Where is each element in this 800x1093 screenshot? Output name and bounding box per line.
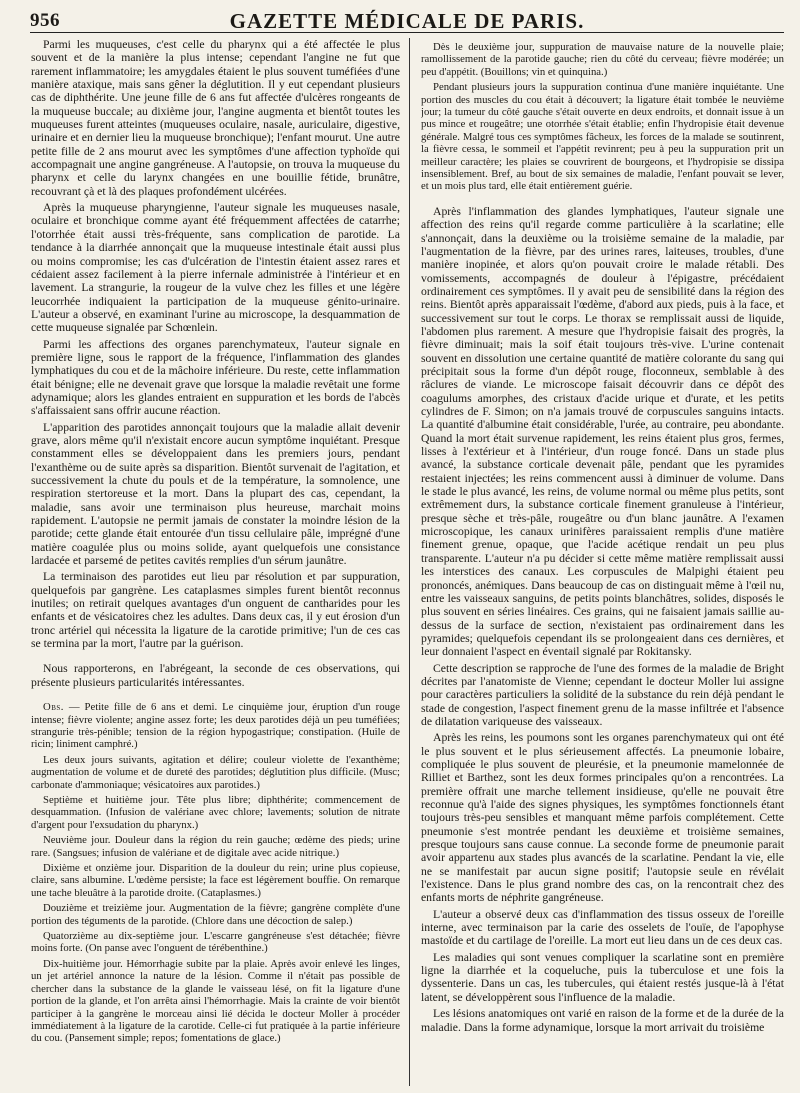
journal-title: GAZETTE MÉDICALE DE PARIS.	[229, 9, 585, 33]
observation-label: Obs.	[43, 701, 64, 714]
page-number: 956	[30, 10, 60, 31]
observation-paragraph: Neuvième jour. Douleur dans la région du rein gauche; œdème des pieds; urine rare. (Sangsues; infusion de valériane et de digitale avec acide nitrique.)	[31, 834, 400, 859]
observation-paragraph: Dix-huitième jour. Hémorrhagie subite par la plaie. Après avoir enlevé les linges, un jet artériel annonce la nature de la lésion. Comme il n'était pas possible de chercher dans la substance de la glande le vaisseau lésé, on fit la ligature d'une portion de la glande, et l'on arrêta ainsi l'hémorrhagie. Mais la crainte de voir bientôt participer à la gangrène le morceau ainsi lié décida le docteur Moller à procéder immédiatement à la ligature de la carotide. Celle-ci fut pratiquée à la partie inférieure du cou. (Pansement simple; repos; fomentations de glace.)	[31, 957, 400, 1045]
observation-paragraph	[31, 701, 400, 751]
paragraph: L'apparition des parotides annonçait toujours que la maladie allait devenir grave, alors même qu'il n'existait encore aucun symptôme inquiétant. Presque constamment elles se développaient dans les premiers jours, pendant l'exanthème ou de suite après sa disparition. Bientôt survenait de l'agitation, et successivement la chute du pouls et de la température, la somnolence, une respiration stertoreuse et la mort. Dans la plupart des cas, cependant, la maladie, sans avoir une terminaison plus heureuse, marchait moins rapidement. L'autopsie ne permit jamais de constater la moindre lésion de la parotide; cette glande était entourée d'un tissu cellulaire pâle, imprégné d'une matière coagulée plus ou moins solide, ayant quelquefois une consistance lardacée et parsemé de petites cavités remplies d'un sérum jaunâtre.	[31, 420, 400, 568]
paragraph: Parmi les affections des organes parenchymateux, l'auteur signale en première ligne, sous le rapport de la fréquence, l'inflammation des glandes lymphatiques du cou et de la mâchoire inférieure. Du reste, cette inflammation était bénigne; elle ne devenait grave que lorsque la maladie revêtait une forme adynamique; alors les glandes entraient en suppuration et les bords de l'abcès s'affaissaient sans offrir aucune réaction.	[31, 337, 400, 418]
paragraph: La terminaison des parotides eut lieu par résolution et par suppuration, quelquefois par gangrène. Les cataplasmes simples furent bientôt reconnus inutiles; on retirait quelques avantages d'un onguent de cantharides pour les enfants et de vésicatoires chez les adultes. Dans deux cas, il y eut érosion d'un tronc artériel qui nécessita la ligature de la carotide primitive; l'un de ces cas se termina par la mort, l'autre par la guérison.	[31, 570, 400, 651]
paragraph: Après l'inflammation des glandes lymphatiques, l'auteur signale une affection des reins qu'il regarde comme particulière à la scarlatine; elle s'annonçait, dans la deuxième ou la troisième semaine de la maladie, par l'augmentation de la fièvre, par des urines rares, laiteuses, troubles, d'une manière inopinée, et alors qu'on pouvait croire le malade rétabli. Des vomissements, accompagnés de douleur à l'épigastre, précédaient ordinairement ces symptômes. Il y avait peu de sensibilité dans la région des reins. Bientôt après apparaissait l'œdème, d'abord aux pieds, puis à la face, et successivement sur tout le corps. Le thorax se remplissait aussi de liquide, l'abdomen plus rarement. A mesure que l'hydropisie faisait des progrès, la fièvre diminuait; mais la soif était toujours très-vive. L'urine contenait souvent en dissolution une certaine quantité de matière colorante du sang qui précipitait sous la forme d'un dépôt rouge, floconneux, semblable à des râclures de viande. Le microscope faisait découvrir dans ce dépôt des coagulums amorphes, des cristaux d'acide urique et d'urate, et les petits cylindres de F. Simon; on n'a jamais trouvé de corpuscules sanguins intacts. La quantité d'albumine était considérable, l'urée, au contraire, peu abondante. Quand la mort était survenue rapidement, les reins étaient plus gros, fermes, lisses à l'extérieur et à l'intérieur, d'un rouge foncé. Dans un stade plus avancé, la substance corticale devenait pâle, pendant que les pyramides restaient injectées; les reins commencent aussi à diminuer de volume. Dans le stade le plus avancé, les reins, de volume normal ou même plus petits, sont extrêmement durs, la substance corticale finement granuleuse à l'intérieur, presque sèche et très-pâle, rougeâtre ou d'un blanc jaunâtre. A l'examen microscopique, les canaux urinifères paraissaient remplis d'une matière finement grenue, opaque, que l'acide acétique rendait un peu plus transparente. L'auteur n'a pu décider si cette même matière remplissait aussi les interstices des canaux. Les corpuscules de Malpighi étaient peu prononcés, anémiques. Dans beaucoup de cas on distinguait même à l'œil nu, entre les vaisseaux sanguins, de petits points blanchâtres, solides, disposés le plus souvent en séries linéaires. Ces grains, qui ne faisaient jamais saillie au-dessus de la surface de section, n'existaient pas ordinairement dans les pyramides; quelquefois cependant ils se prolongeaient dans ces dernières, et leur donnaient l'aspect en éventail signalé par Rokitansky.	[421, 204, 784, 659]
observation-paragraph: Septième et huitième jour. Tête plus libre; diphthérite; commencement de desquammation. (Infusion de valériane avec chlore; lavements; solution de nitrate d'argent pour l'exsudation du pharynx.)	[31, 794, 400, 831]
paragraph: Les maladies qui sont venues compliquer la scarlatine sont en première ligne la diarrhée et la coqueluche, puis la tuberculose et une fois la dyssenterie. Dans un cas, les tubercules, qui étaient restés jusque-là à l'état latent, se développèrent sous l'influence de la maladie.	[421, 950, 784, 1004]
observation-paragraph: Dès le deuxième jour, suppuration de mauvaise nature de la nouvelle plaie; ramollissement de la parotide gauche; rien du côté du cerveau; fièvre modérée; un peu d'appétit. (Bouillons; vin et quinquina.)	[421, 41, 784, 78]
right-column	[421, 41, 784, 1089]
observation-paragraph: Dixième et onzième jour. Disparition de la douleur du rein; urine plus copieuse, claire, sans albumine. L'œdème persiste; la face est légèrement bouffie. On remarque une tache bleuâtre à la parotide droite. (Cataplasmes.)	[31, 862, 400, 899]
observation-paragraph: Pendant plusieurs jours la suppuration continua d'une manière inquiétante. Une portion des muscles du cou était à découvert; la ligature était tombée le neuvième jour; la tumeur du côté gauche s'était ouverte en deux endroits, et donnait issue à un pus mince et rougeâtre; une otorrhée s'était établie; enfin l'hydropisie était devenue générale. Malgré tous ces symptômes fâcheux, les forces de la malade se soutinrent, la fièvre cessa, le sommeil et l'appétit revinrent; peu à peu la suppuration prit un meilleur caractère; les plaies se couvrirent de bourgeons, et l'hydropisie se dissipa insensiblement. Bref, au bout de six semaines de maladie, l'enfant pouvait se lever, et un mois plus tard, elle était entièrement guérie.	[421, 81, 784, 193]
paragraph: L'auteur a observé deux cas d'inflammation des tissus osseux de l'oreille interne, avec terminaison par la carie des osselets de l'ouïe, de l'apophyse mastoïde et du cartilage de l'oreille. La mort eut lieu dans un de ces deux cas.	[421, 907, 784, 948]
paragraph: Les lésions anatomiques ont varié en raison de la forme et de la durée de la maladie. Dans la forme adynamique, lorsque la mort arrivait du troisième	[421, 1007, 784, 1034]
column-divider	[409, 38, 410, 1086]
left-column	[31, 38, 400, 1086]
observation-paragraph: Les deux jours suivants, agitation et délire; couleur violette de l'exanthème; augmentation de volume et de dureté des parotides; déglutition plus difficile. (Musc; carbonate d'ammoniaque; vésicatoires aux parotides.)	[31, 753, 400, 791]
paragraph: Après les reins, les poumons sont les organes parenchymateux qui ont été le plus souvent et le plus sérieusement affectés. La pneumonie lobaire, compliquée le plus souvent de pleurésie, et la pneumonie mamelonnée de Rilliet et Barthez, sont les deux formes principales qu'on a rencontrées. La première offrait une marche tellement insidieuse, qu'elle ne pouvait être reconnue qu'à l'aide des signes physiques, les symptômes fonctionnels étant toujours très-peu sensibles et manquant même parfois complétement. Cette pneumonie s'est montrée pendant les deuxième et troisième semaines, presque toujours sans cause connue. La seconde forme de pneumonie parait avoir appartenu aux stades plus avancés de la scarlatine. Pendant la vie, elle ne se manifestait par aucun signe positif; l'autopsie seule en révélait l'existence. Dans le plus grand nombre des cas, on la rencontrait chez des enfants morts de néphrite gangréneuse.	[421, 731, 784, 905]
observation-paragraph: Douzième et treizième jour. Augmentation de la fièvre; gangrène complète d'une portion des téguments de la parotide. (Chlore dans une décoction de salep.)	[31, 902, 400, 927]
page-header	[30, 6, 784, 33]
observation-text: — Petite fille de 6 ans et demi. Le cinquième jour, éruption d'un rouge intense; fièvre violente; angine assez forte; les deux parotides déjà un peu tuméfiées; strangurie très-pénible; tension de la région hypogastrique; constipation. (Huile de ricin; liniment camphré.)	[31, 701, 400, 751]
paragraph: Après la muqueuse pharyngienne, l'auteur signale les muqueuses nasale, oculaire et bronchique comme ayant été fréquemment affectées de catarrhe; l'otorrhée était aussi très-fréquente, sans complication de parotide. La tendance à la diarrhée annonçait que la muqueuse intestinale était aussi plus ou moins compromise; les cas d'ulcération de l'intestin étaient assez rares et cédaient assez facilement à la pierre infernale administrée à l'intérieur et en lavement. La strangurie, la rougeur de la vulve chez les filles et une légère leucorrhée indiquaient la participation de la muqueuse génito-urinaire. L'auteur a observé, en examinant l'urine au microscope, la desquammation de cette muqueuse signalée par Schœnlein.	[31, 201, 400, 335]
observation-paragraph: Quatorzième au dix-septième jour. L'escarre gangréneuse s'est détachée; fièvre moins forte. (On panse avec l'onguent de térébenthine.)	[31, 930, 400, 955]
paragraph: Cette description se rapproche de l'une des formes de la maladie de Bright décrites par l'anatomiste de Vienne; cependant le docteur Moller lui assigne pour caractères particuliers la solidité de la substance du rein déjà pendant le stade de congestion, l'aspect finement grenu de la masse infiltrée et l'absence de dilatation variqueuse des vaisseaux.	[421, 661, 784, 728]
paragraph: Parmi les muqueuses, c'est celle du pharynx qui a été affectée le plus souvent et de la manière la plus intense; cependant l'angine ne fut que rarement inflammatoire; les amygdales étaient le plus souvent tuméfiées d'une manière ataxique, mais sans gêner la déglutition. Il y eut cependant plusieurs cas de diphthérite. Une jeune fille de 6 ans fut affectée d'ulcères rongeants de la muqueuse buccale; au dixième jour, l'angine augmenta et bientôt toutes les muqueuses furent atteintes (muqueuses oculaire, nasale, auriculaire, digestive, urinaire et en dernier lieu la muqueuse bronchique); l'enfant mourut. Une autre petite fille de 2 ans mourut avec les symptômes d'une affection typhoïde qui accompagnait une angine gangréneuse. A l'autopsie, on trouva la muqueuse du pharynx et celle du larynx changées en une bouillie fétide, brunâtre, recouvrant çà et là des plaques profondément ulcérées.	[31, 38, 400, 198]
intro-paragraph: Nous rapporterons, en l'abrégeant, la seconde de ces observations, qui présente plusieurs particularités intéressantes.	[31, 662, 400, 689]
